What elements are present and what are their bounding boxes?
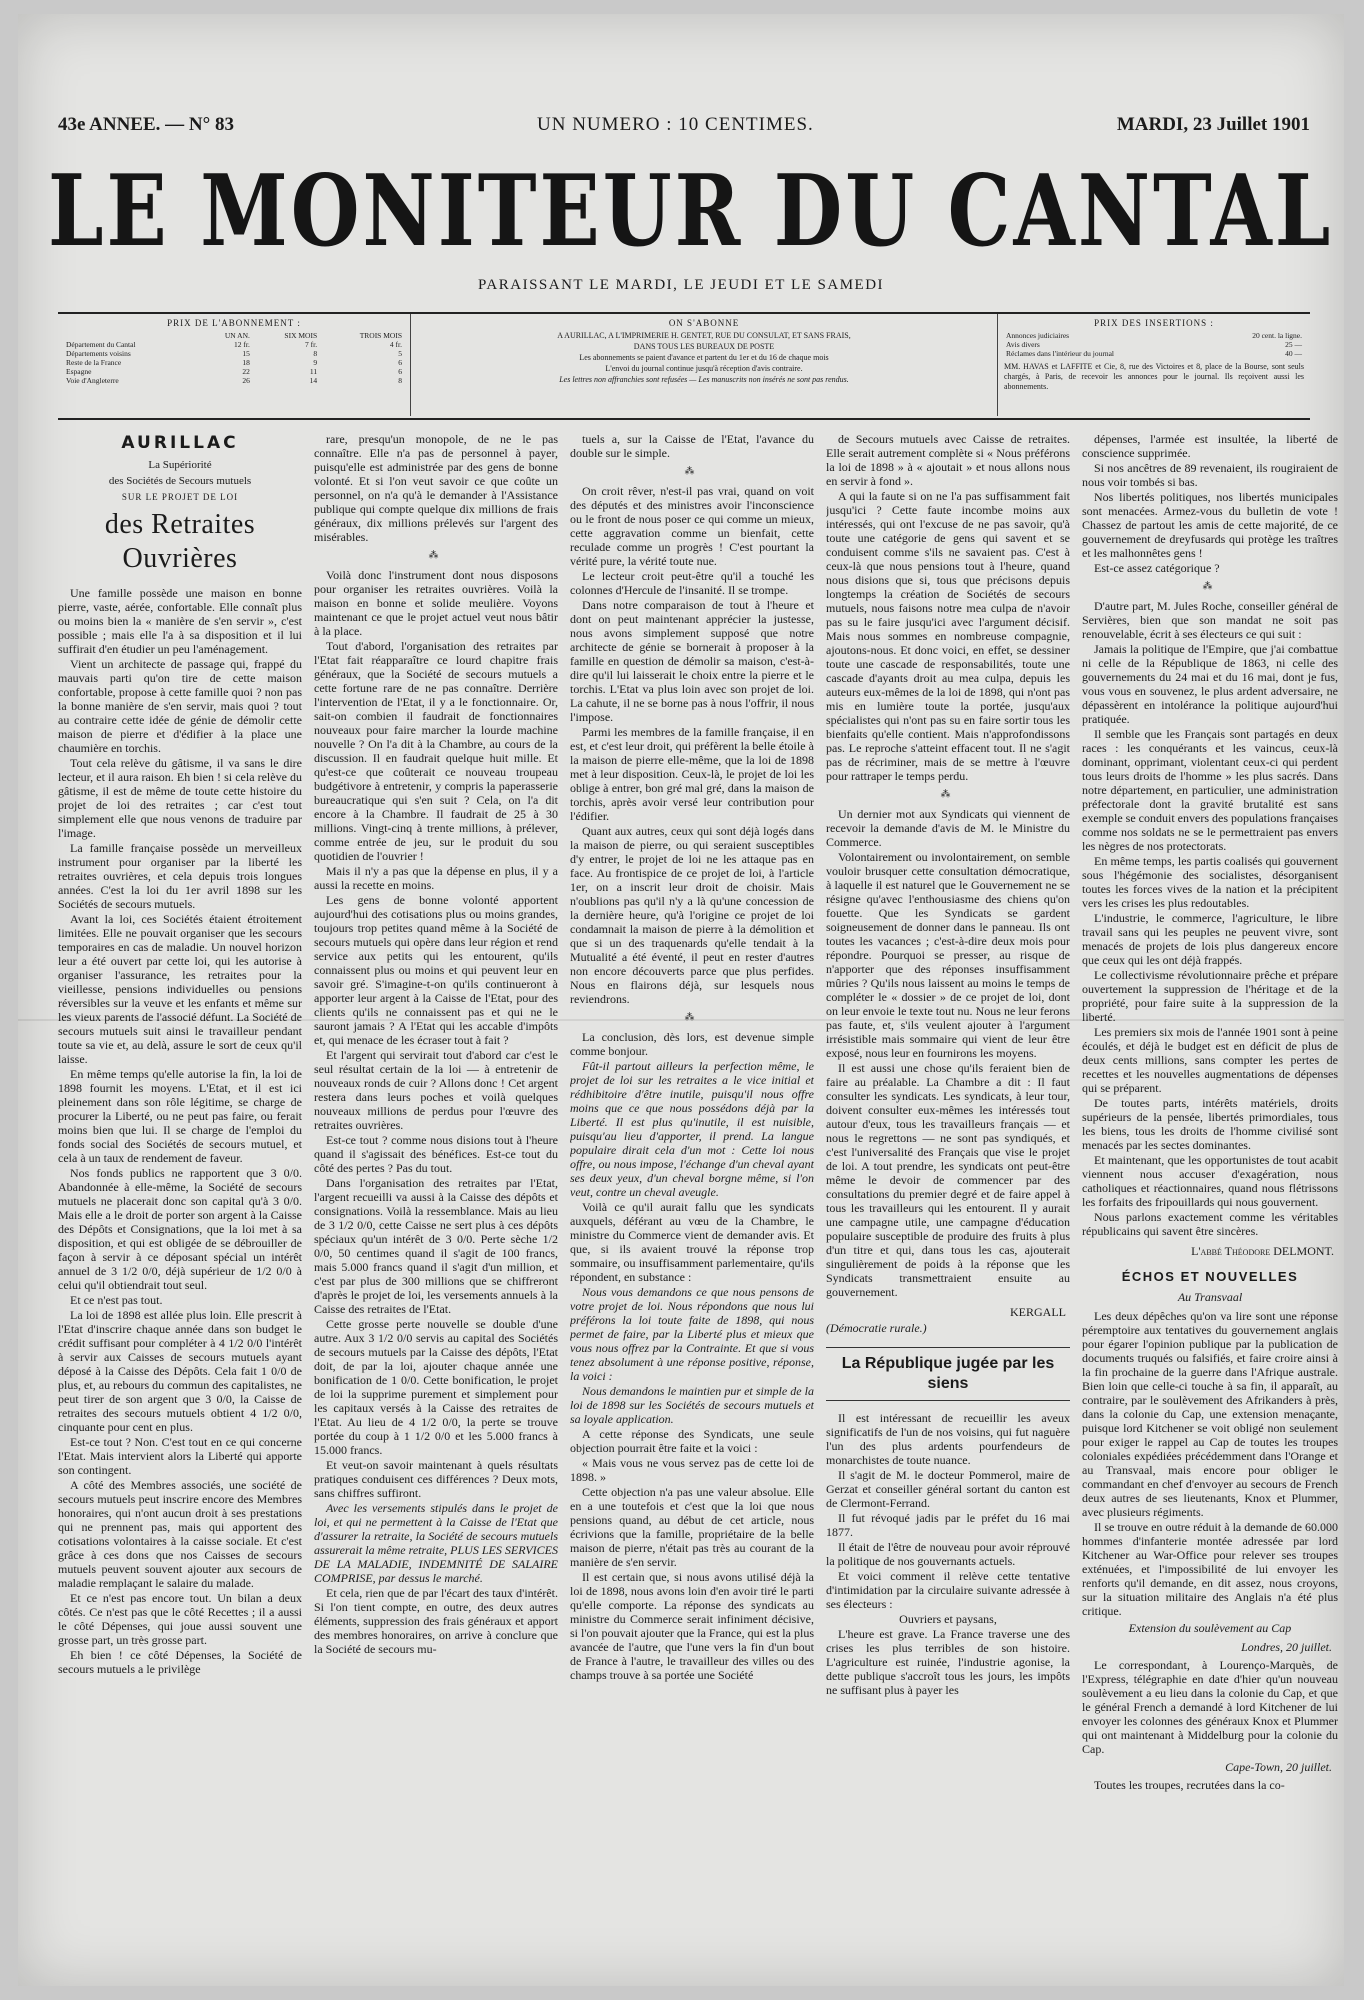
divider — [58, 418, 1310, 420]
subscription-heading: PRIX DE L'ABONNEMENT : — [167, 318, 301, 328]
paragraph: Jamais la politique de l'Empire, que j'ai combattue ni celle de la République de 1863, ni celle des gouvernements du 24 mai et du 16 mai, dont je fus, vous vous en souvenez, le plus ardent adversaire, ne dépassèrent en intolérance la politique aujourd'hui pratiquée. — [1082, 642, 1338, 726]
paragraph: Le lecteur croit peut-être qu'il a touché les colonnes d'Hercule de l'insanité. Il se trompe. — [570, 569, 814, 597]
column-4 — [826, 432, 1070, 1972]
paragraph: Et maintenant, que les opportunistes de tout acabit viennent nous accuser d'exagération, nous catholiques et réactionnaires, quand nous flétrissons les forfaits des fripouillards qui nous gouvernent. — [1082, 1153, 1338, 1209]
separator-stars: ⁂ — [940, 789, 956, 800]
abonne-line: L'envoi du journal continue jusqu'à réception d'avis contraire. — [605, 364, 803, 373]
paragraph: Si nos ancêtres de 89 revenaient, ils rougiraient de nous voir tombés si bas. — [1082, 461, 1338, 489]
abonne-line: Les lettres non affranchies sont refusées — Les manuscrits non insérés ne sont pas rendus. — [559, 375, 849, 384]
paragraph: Ouvriers et paysans, — [899, 1612, 997, 1626]
section-subtitle: Au Transvaal — [1177, 1290, 1243, 1304]
paragraph: D'autre part, M. Jules Roche, conseiller général de Servières, bien que son mandat ne soit pas renouvelable, écrit à ses électeurs ce qui suit : — [1082, 599, 1338, 641]
insertions-heading: PRIX DES INSERTIONS : — [1094, 318, 1214, 328]
table-header: UN AN. — [224, 331, 250, 340]
paragraph: Les deux dépêches qu'on va lire sont une réponse péremptoire aux tentatives du gouvernement anglais pour égarer l'opinion publique par la publication de documents truqués ou falsifiés, et faire croire ainsi à la fin prochaine de la guerre dans l'Afrique australe. Bien loin que celle-ci touche à sa fin, il apparaît, au contraire, par le soulèvement des Afrikanders à près, dans la colonie du Cap, une extension menaçante, puisque lord Kitchener se voit obligé non seulement pour exiger le rappel au Cap de toutes les troupes coloniales expédiées précédemment dans l'Orange et au Transvaal, mais encore pour obliger le commandant en chef d'envoyer au secours de French deux autres de ses lieutenants, Knox et Plummer, avec plusieurs régiments. — [1082, 1309, 1338, 1519]
paragraph: Le correspondant, à Lourenço-Marquès, de l'Express, télégraphie en date d'hier qu'un nouveau soulèvement a eu lieu dans la colonie du Cap, et que le général French a demandé à lord Kitchener de lui envoyer les colonnes des généraux Knox et Plummer qui ont maintenant à Middelburg pour la colonie du Cap. — [1082, 1658, 1338, 1756]
article-kicker: La Supériorité — [148, 459, 212, 471]
info-bar — [58, 314, 1310, 416]
paragraph: Et voici comment il relève cette tentative d'intimidation par la circulaire suivante adressée à ses électeurs : — [826, 1569, 1070, 1611]
table-row: Avis divers 25 — — [1006, 340, 1302, 349]
subscription-table — [64, 331, 404, 385]
paragraph: L'heure est grave. La France traverse une des crises les plus terribles de son histoire. L'agriculture est ruinée, l'industrie agonise, la dette publique s'accroît tous les jours, les impôts ne suffisant plus à payer les — [826, 1627, 1070, 1697]
table-row: Voie d'Angleterre 26 14 8 — [66, 376, 402, 385]
paragraph: Parmi les membres de la famille française, il en est, et c'est leur droit, qui préfèrent la belle étoile à la maison de pierre elle-même, que la loi de 1898 met à leur disposition. Ceux-là, le projet de loi les oblige à entrer, bon gré mal gré, dans la maison de torchis, après avoir versé leur contribution pour l'édifier. — [570, 725, 814, 823]
paragraph: Nous vous demandons ce que nous pensons de votre projet de loi. Nous répondons que nous lui préférons la loi toute faite de 1898, qui nous permet de faire, par la Liberté plus et mieux que vous nous offrez par la Contrainte. Et que si vous tenez absolument à une réponse positive, réponse, la voici : — [570, 1285, 814, 1383]
paragraph: Il s'agit de M. le docteur Pommerol, maire de Gerzat et conseiller général sortant du canton est de Clermont-Ferrand. — [826, 1468, 1070, 1510]
paragraph: Fût-il partout ailleurs la perfection même, le projet de loi sur les retraites a le vice initial et rédhibitoire d'être inutile, puisqu'il nous offre moins que ce que nous possédons déjà par la Liberté. Il est plus qu'inutile, il est nuisible, puisqu'au lieu d'apporter, il prend. La langue populaire dirait cela d'un mot : Cette loi nous offre, ou nous impose, l'échange d'un cheval ayant ses deux yeux, d'un cheval borgne même, si l'on veut, contre un cheval aveugle. — [570, 1059, 814, 1199]
separator-stars: ⁂ — [428, 550, 444, 561]
paragraph: La conclusion, dès lors, est devenue simple comme bonjour. — [570, 1030, 814, 1058]
paragraph: Cette objection n'a pas une valeur absolue. Elle en a une toutefois et c'est que la loi que nous pensions quand, au début de cet article, nous écrivions que la famille, propriétaire de la belle maison de pierre, n'était pas très au courant de la manière de s'en servir. — [570, 1485, 814, 1569]
paragraph: Et cela, rien que de par l'écart des taux d'intérêt. Si l'on tient compte, en outre, des deux autres éléments, suppression des frais généraux et apport des membres honoraires, on arrive à conclure que la Société de secours mu- — [314, 1586, 558, 1656]
paragraph: tuels a, sur la Caisse de l'Etat, l'avance du double sur le simple. — [570, 432, 814, 460]
paragraph: Tout cela relève du gâtisme, il va sans le dire lecteur, et il aura raison. Eh bien ! si cela relève du gâtisme, il est de même de toute cette histoire du projet de loi des retraites ; car c'est tout simplement elle que nous venons de traduire par l'image. — [58, 756, 302, 840]
dateline: Cape-Town, 20 juillet. — [1225, 1760, 1332, 1774]
paragraph: Et l'argent qui servirait tout d'abord car c'est le seul résultat certain de la loi — à entretenir de nouveaux ronds de cuir ? Allons donc ! Cet argent restera dans leurs poches et voilà quelques nouveaux millions de perdus pour l'œuvre des retraites ouvrières. — [314, 1048, 558, 1132]
paragraph: Les premiers six mois de l'année 1901 sont à peine écoulés, et déjà le budget est en déficit de plus de deux cents millions, sans compter les pertes de recettes et les nouvelles augmentations de dépenses qui se préparent. — [1082, 1025, 1338, 1095]
paragraph: rare, presqu'un monopole, de ne le pas connaître. Elle n'a pas de personnel à payer, puisqu'elle est administrée par des gens de bonne volonté. Et si l'on veut savoir ce que coûte un personnel, on n'a qu'à le demander à l'Assistance publique qui compte quelque dix millions de frais généraux, dix millions prélevés sur l'argent des misérables. — [314, 432, 558, 544]
masthead-subtitle: PARAISSANT LE MARDI, LE JEUDI ET LE SAMEDI — [477, 277, 885, 293]
paragraph: Il est certain que, si nous avons utilisé déjà la loi de 1898, nous avons loin d'en avoir tiré le parti qu'elle comporte. La réponse des syndicats au ministre du Commerce serait infiniment décisive, si l'on pouvait ajouter que la France, qui est la plus avancée de l'autre, que l'une vers la fin d'un bout de France à l'autre, le travailleur des villes ou des champs trouve à sa portée une Société — [570, 1570, 814, 1682]
article-kicker: des Sociétés de Secours mutuels — [108, 475, 252, 487]
column-5 — [1082, 432, 1338, 1972]
paragraph: Toutes les troupes, recrutées dans la co- — [1094, 1778, 1285, 1792]
paragraph: Il fut révoqué jadis par le préfet du 16 mai 1877. — [826, 1511, 1070, 1539]
column-3 — [570, 432, 814, 1972]
separator-stars: ⁂ — [684, 466, 700, 477]
paragraph: A cette réponse des Syndicats, une seule objection pourrait être faite et la voici : — [570, 1427, 814, 1455]
article-signature: KERGALL — [1010, 1305, 1066, 1319]
table-header: SIX MOIS — [284, 331, 318, 340]
article-kicker: SUR LE PROJET DE LOI — [121, 492, 239, 502]
table-row: Espagne 22 11 6 — [66, 367, 402, 376]
paragraph: Avant la loi, ces Sociétés étaient étroitement limitées. Elle ne pouvait organiser que les secours temporaires en cas de maladie. Un nouvel horizon leur a été ouvert par cette loi, qui les autorise à organiser l'assurance, les retraites pour la vieillesse, pensions individuelles ou pensions réversibles sur la veuve et les enfants et même sur les vieux parents de l'associé défunt. La Société de secours mutuels suit ainsi le travailleur pendant toute sa vie et, au delà, assure le sort de ceux qu'il laisse. — [58, 912, 302, 1066]
paragraph: Quant aux autres, ceux qui sont déjà logés dans la maison de pierre, ou qui seraient susceptibles d'y entrer, le projet de loi ne les attaque pas en face. Au frontispice de ce projet de loi, à l'article 1er, on a inscrit leur droit de choisir. Mais n'oublions pas qu'il n'y a là qu'une concession de la dernière heure, qu'à l'origine ce projet de loi condamnait la maison de pierre à la démolition et que si un des traquenards qu'elle tendait à la Mutualité a été éventé, il peut en rester d'autres non encore découverts parce que plus perfides. Nous en flairons déjà, sur lesquels nous reviendrons. — [570, 824, 814, 1006]
insertion-prices — [998, 314, 1310, 416]
issue-number: 43e ANNEE. — N° 83 — [58, 114, 234, 135]
paragraph: Est-ce tout ? Non. C'est tout en ce qui concerne l'Etat. Mais intervient alors la Liberté qui apporte son contingent. — [58, 1435, 302, 1477]
column-1 — [58, 432, 302, 1972]
paragraph: Avec les versements stipulés dans le projet de loi, et qui ne permettent à la Caisse de l'Etat que d'assurer la retraite, la Société de secours mutuels assurerait la même retraite, PLUS LES SERVICES DE LA MALADIE, INDEMNITÉ DE SALAIRE COMPRISE, par dessus le marché. — [314, 1501, 558, 1585]
paragraph: En même temps qu'elle autorise la fin, la loi de 1898 fournit les moyens. L'Etat, et il est ici pleinement dans son rôle légitime, se charge de procurer la Liberté, ou ne peut pas faire, ou ferait moins bien que lui. Il se charge de l'emploi du fonds social des Sociétés de secours mutuel, et cela à un taux de rendement de faveur. — [58, 1067, 302, 1165]
paragraph: Le collectivisme révolutionnaire prêche et prépare ouvertement la suppression de l'héritage et de la propriété, pour faire suite à la suppression de la liberté. — [1082, 968, 1338, 1024]
paragraph: Il semble que les Français sont partagés en deux races : les conquérants et les vaincus, ceux-là dominant, opprimant, violentant ceux-ci qui perdent tous leurs droits de l'homme » les plus sacrés. Dans notre département, en particulier, une administration préfectorale dont la gravité brutalité est sans exemple se conduit envers des populations françaises comme nos soldats ne se le permettraient pas envers les nègres de nos protectorats. — [1082, 727, 1338, 853]
dateline: Londres, 20 juillet. — [1241, 1640, 1332, 1654]
paragraph: L'industrie, le commerce, l'agriculture, le libre travail sans qui les peuples ne peuvent vivre, sont menacés de projets de lois plus dangereux encore que ceux qui les ont déjà frappés. — [1082, 911, 1338, 967]
separator-stars: ⁂ — [1202, 581, 1218, 592]
paragraph: Tout d'abord, l'organisation des retraites par l'Etat fait réapparaître ce lourd chapitre frais généraux, que la Société de secours mutuels a cette fortune rare de ne pas connaître. Derrière l'intervention de l'Etat, il y a le fonctionnaire. Or, sait-on combien il faudrait de fonctionnaires nouveaux pour faire marcher la lourde machine nouvelle ? On l'a dit à la Chambre, au cours de la discussion. Il en faudrait quelque huit mille. Et qu'est-ce que coûterait ce nouveau troupeau budgétivore à entretenir, y compris la paperasserie bureaucratique qui s'en suit ? Cela, on l'a dit encore à la Chambre. Il faudrait de 25 à 30 millions. Vingt-cinq à trente millions, à prélever, comme entrée de jeu, sur le produit du sou quotidien de l'ouvrier ! — [314, 639, 558, 863]
insertions-table — [1004, 331, 1304, 358]
paragraph: Et veut-on savoir maintenant à quels résultats pratiques conduisent ces différences ? Deux mots, sans chiffres suffiront. — [314, 1458, 558, 1500]
abonne-line: A AURILLAC, A L'IMPRIMERIE H. GENTET, RUE DU CONSULAT, ET SANS FRAIS, — [557, 331, 851, 340]
section-title: ÉCHOS ET NOUVELLES — [1121, 1269, 1299, 1284]
paragraph: Nous demandons le maintien pur et simple de la loi de 1898 sur les Sociétés de secours mutuels et sa loyale application. — [570, 1384, 814, 1426]
paragraph: Nous parlons exactement comme les véritables républicains qui savent être sincères. — [1082, 1210, 1338, 1238]
paragraph: Nos libertés politiques, nos libertés municipales sont menacées. Armez-vous du bulletin de vote ! Chassez de partout les amis de cette majorité, de ce gouvernement de dreyfusards qui protège les traîtres et les malhonnêtes gens ! — [1082, 490, 1338, 560]
masthead-title: LE MONITEUR DU CANTAL — [48, 152, 1334, 269]
section-subtitle: Extension du soulèvement au Cap — [1128, 1621, 1292, 1635]
article-signature: L'abbé Théodore DELMONT. — [1191, 1244, 1334, 1258]
issue-line — [58, 114, 1310, 136]
paragraph: Nos fonds publics ne rapportent que 3 0/0. Abandonnée à elle-même, la Société de secours mutuels ne placerait donc son capital qu'à 3 0/0. Mais elle a le droit de porter son argent à la Caisse des Dépôts et Consignations, que la loi met à sa disposition, et qui est obligée de se débrouiller de façon à servir à ce déposant spécial un intérêt annuel de 3 1/2 0/0, déjà supérieur de 1/2 0/0 à celui qu'il obtiendrait tout seul. — [58, 1166, 302, 1292]
paragraph: Il se trouve en outre réduit à la demande de 60.000 hommes d'infanterie montée adressée par lord Kitchener au War-Office pour relever ses troupes exténuées, et l'impossibilité de lui envoyer les renforts qu'il demande, en dit assez, nous croyons, sur la situation militaire des Anglais n'a été plus critique. — [1082, 1520, 1338, 1618]
paragraph: Est-ce assez catégorique ? — [1094, 561, 1220, 575]
table-row: Département du Cantal 12 fr. 7 fr. 4 fr. — [66, 340, 402, 349]
paragraph: Un dernier mot aux Syndicats qui viennent de recevoir la demande d'avis de M. le Ministre du Commerce. — [826, 807, 1070, 849]
column-2 — [314, 432, 558, 1972]
paragraph: Et ce n'est pas tout. — [70, 1293, 163, 1307]
table-header: TROIS MOIS — [359, 331, 402, 340]
paragraph: Volontairement ou involontairement, on semble vouloir brusquer cette consultation démocratique, à laquelle il est naturel que le Gouvernement ne se résigne qu'avec l'enthousiasme des chiens qu'on fouette. Que les Syndicats se gardent soigneusement de donner dans le panneau. Ils ont toutes les vacances ; c'est-à-dire deux mois pour répondre. Pourquoi se presser, au risque de n'apporter que des réponses insuffisamment mûries ? Qu'ils nous laissent au moins le temps de compléter le « dossier » de ce projet de loi, dont on leur envoie le texte tout nu. Nous ne leur ferons pas faute, et, s'ils veulent ajouter à l'argument irrésistible mais sommaire qui vient de leur être exposé, nous leur en fournirons les moyens. — [826, 850, 1070, 1060]
section-title: AURILLAC — [121, 433, 239, 453]
paragraph: Et ce n'est pas encore tout. Un bilan a deux côtés. Ce n'est pas que le côté Recettes ; il a aussi le côté Dépenses, qui joue aussi souvent une grosse part, un très grosse part. — [58, 1591, 302, 1647]
paragraph: Eh bien ! ce côté Dépenses, la Société de secours mutuels a le privilège — [58, 1648, 302, 1676]
paragraph: Vient un architecte de passage qui, frappé du mauvais parti qu'on tire de cette maison confortable, propose à cette famille quoi ? non pas la bonne manière de s'en servir, mais quoi ? tout au contraire cette idée de génie de démolir cette maison de pierre et d'édifier à la place une chaumière en torchis. — [58, 657, 302, 755]
subscription-prices — [58, 314, 411, 416]
issue-price: UN NUMERO : 10 CENTIMES. — [537, 114, 814, 135]
paragraph: Voilà ce qu'il aurait fallu que les syndicats auxquels, déférant au vœu de la Chambre, le ministre du Commerce vient de demander avis. Et que, si ils avaient trouvé la réponse trop sommaire, ou insuffisamment parlementaire, qu'ils répondent, en substance : — [570, 1200, 814, 1284]
subscription-info — [411, 314, 998, 416]
table-row: Annonces judiciaires 20 cent. la ligne. — [1006, 331, 1302, 340]
paragraph: De toutes parts, intérêts matériels, droits supérieurs de la pensée, libertés primordiales, tous les biens, tous les droits de l'homme civilisé sont menacés par les sectes dominantes. — [1082, 1096, 1338, 1152]
insertions-note: MM. HAVAS et LAFFITE et Cie, 8, rue des Victoires et 8, place de la Bourse, sont seuls chargés, à Paris, de recevoir les annonces pour le journal. Ils reçoivent aussi les abonnements. — [1004, 362, 1304, 391]
table-row: Reste de la France 18 9 6 — [66, 358, 402, 367]
newspaper-page — [18, 14, 1344, 1986]
paragraph: Dans notre comparaison de tout à l'heure et dont on peut maintenant apprécier la justesse, nous avons simplement supposé que notre architecte de génie se bornerait à proposer à la famille en question de démolir sa maison, c'est-à-dire qu'il lui laisserait le choix entre la pierre et le torchis. L'Etat va plus loin avec son projet de loi. La cahute, il ne se borne pas à nous l'offrir, il nous l'impose. — [570, 598, 814, 724]
paragraph: Mais il n'y a pas que la dépense en plus, il y a aussi la recette en moins. — [314, 864, 558, 892]
paragraph: Il est aussi une chose qu'ils feraient bien de faire au préalable. La Chambre a dit : Il faut consulter les syndicats. Les syndicats, à leur tour, doivent consulter eux-mêmes les intéressés tout autour d'eux, tous les travailleurs français — et nous le regrettons — ne sont pas syndiqués, et c'est l'universalité des Français que vise le projet de loi. A tout prendre, les syndicats ont peut-être même le devoir de commencer par des consultations du premier degré et de faire appel à tous les travailleurs qui les entourent. Il y aurait une campagne utile, une campagne d'éducation populaire susceptible de produire des fruits à plus d'un titre et qui, dans tous les cas, ajouterait singulièrement de poids à la réponse que les Syndicats transmettraient ensuite au gouvernement. — [826, 1061, 1070, 1299]
article-source: (Démocratie rurale.) — [826, 1321, 927, 1335]
article-headline: des Retraites Ouvrières — [104, 509, 256, 574]
paragraph: En même temps, les partis coalisés qui gouvernent sous l'hégémonie des socialistes, désorganisent toutes les forces vives de la nation et la précipitent vers les crises les plus redoutables. — [1082, 854, 1338, 910]
paragraph: Il était de l'être de nouveau pour avoir réprouvé la politique de nos gouvernants actuels. — [826, 1540, 1070, 1568]
paragraph: Est-ce tout ? comme nous disions tout à l'heure quand il s'agissait des bénéfices. Est-ce tout du côté des pertes ? Pas du tout. — [314, 1133, 558, 1175]
table-row: Départements voisins 15 8 5 — [66, 349, 402, 358]
article-headline: La République jugée par les siens — [826, 1347, 1070, 1401]
issue-date: MARDI, 23 Juillet 1901 — [1116, 114, 1310, 135]
paragraph: La famille française possède un merveilleux instrument pour organiser par la liberté les retraites ouvrières, et cela depuis trois longues années. C'est la loi du 1er avril 1898 sur les Sociétés de secours mutuels. — [58, 841, 302, 911]
paper-fold — [18, 1019, 1344, 1021]
paragraph: La loi de 1898 est allée plus loin. Elle prescrit à l'Etat d'inscrire chaque année dans son budget le crédit suffisant pour compléter à 4 1/2 0/0 l'intérêt à servir aux Caisses de secours mutuels ayant déposé à la Caisse des Dépôts. Cela fait 1 0/0 de plus, et, au rebours du commun des capitalistes, ne peut tirer de son argent que 3 0/0, la Caisse de retraites des secours mutuels obtient 4 1/2 0/0, cinquante pour cent en plus. — [58, 1308, 302, 1434]
paragraph: A qui la faute si on ne l'a pas suffisamment fait jusqu'ici ? Cette faute incombe moins aux intéressés, qui ont l'excuse de ne pas savoir, qu'à toute une catégorie de gens qui savent et se conduisent comme s'ils ne savaient pas. C'est à ceux-là que nous pensions tout à l'heure, quand nous disions que si, tous que précisons depuis longtemps la création de Sociétés de secours mutuels, nous faisons notre mea culpa de n'avoir pas su le faire jusqu'ici avec l'argument décisif. Mais nous sommes en nombreuse compagnie, ajoutons-nous. Et donc voici, en effet, se dessiner toute une cascade de responsabilités, toute une cascade d'ayants droit au mea culpa, depuis les auteurs eux-mêmes de la loi de 1898, qui n'ont pas mis en lumière toute la portée, jusqu'aux spécialistes qui n'ont pas su en faire sortir tous les bienfaits qu'elle contient. Mais n'approfondissons pas. Le reproche s'atteint effacent tout. Il ne s'agit pas de récriminer, mais de se mettre à l'œuvre pour rattraper le temps perdu. — [826, 489, 1070, 783]
paragraph: A côté des Membres associés, une société de secours mutuels peut inscrire encore des Membres honoraires, qui n'ont aucun droit à ses prestations qui ne prennent pas, mais qui apportent des cotisations volontaires à la caisse sociale. Et c'est grâce à ces dons que nos Caisses de secours mutuels peuvent souvent ajouter aux secours de maladie remplaçant le salaire du malade. — [58, 1478, 302, 1590]
table-row: Réclames dans l'intérieur du journal 40 — — [1006, 349, 1302, 358]
paragraph: Il est intéressant de recueillir les aveux significatifs de l'un de nos voisins, qui fut naguère l'un des plus ardents pourfendeurs de monarchistes de toute nuance. — [826, 1411, 1070, 1467]
article-columns — [58, 432, 1344, 1972]
abonne-heading: ON S'ABONNE — [668, 318, 740, 328]
paragraph: de Secours mutuels avec Caisse de retraites. Elle serait autrement complète si « Nous préférons la loi de 1898 » à « ajoutait » et nous allons nous en servir à fond ». — [826, 432, 1070, 488]
paragraph: « Mais vous ne vous servez pas de cette loi de 1898. » — [570, 1456, 814, 1484]
paragraph: Cette grosse perte nouvelle se double d'une autre. Aux 3 1/2 0/0 servis au capital des Sociétés de secours mutuels par la Caisse des dépôts, l'Etat doit, de par la loi, ajouter chaque année une bonification de 1 0/0. Cette bonification, le projet de loi la supprime purement et simplement pour les capitaux versés à la Caisse des retraites de l'Etat. Au lieu de 4 1/2 0/0, la perte se trouve portée du coup à 1 1/2 0/0 et les 5.000 francs à 15.000 francs. — [314, 1317, 558, 1457]
paragraph: Dans l'organisation des retraites par l'Etat, l'argent recueilli va aussi à la Caisse des dépôts et consignations. Voilà la ressemblance. Mais au lieu de 3 1/2 0/0, cette Caisse ne sert plus à ces dépôts spéciaux qu'un intérêt de 3 0/0. Perte sèche 1/2 0/0, 50 centimes quand il s'agit de 100 francs, mais 5.000 francs quand il s'agit d'un million, et c'est par plus de 300 millions que se chiffreront d'après le projet de loi, les versements annuels à la Caisse des retraites de l'Etat. — [314, 1176, 558, 1316]
paragraph: Voilà donc l'instrument dont nous disposons pour organiser les retraites ouvrières. Voilà la maison en bonne et solide meulière. Voyons maintenant ce que le projet actuel veut nous bâtir à la place. — [314, 568, 558, 638]
abonne-line: Les abonnements se paient d'avance et partent du 1er et du 16 de chaque mois — [579, 353, 829, 362]
abonne-line: DANS TOUS LES BUREAUX DE POSTE — [633, 342, 775, 351]
paragraph: Une famille possède une maison en bonne pierre, vaste, aérée, confortable. Elle connaît plus ou moins bien la « manière de s'en servir », c'est possible ; mais elle l'a à sa disposition et il lui suffirait d'en étudier un peu l'aménagement. — [58, 586, 302, 656]
paragraph: dépenses, l'armée est insultée, la liberté de conscience supprimée. — [1082, 432, 1338, 460]
separator-stars: ⁂ — [684, 1012, 700, 1023]
paragraph: Les gens de bonne volonté apportent aujourd'hui des cotisations plus ou moins grandes, toujours trop petites quand même à la Société de secours mutuels qui opère dans leur région et rend service aux petits qui les entourent, qu'ils connaissent plus ou moins et qui peuvent leur en savoir gré. S'imagine-t-on qu'ils continueront à apporter leur argent à la Caisse de l'Etat, pour des clients qu'ils ne connaissent pas et qui ne le sauront jamais ? A l'Etat qui les accable d'impôts et, qui menace de les écraser tout à fait ? — [314, 893, 558, 1047]
paragraph: On croit rêver, n'est-il pas vrai, quand on voit des députés et des ministres avoir l'inconscience ou le front de nous poser ce qui comme un mieux, cette aggravation comme un bienfait, cette reculade comme un progrès ! C'est pourtant la vérité pure, la vérité toute nue. — [570, 484, 814, 568]
